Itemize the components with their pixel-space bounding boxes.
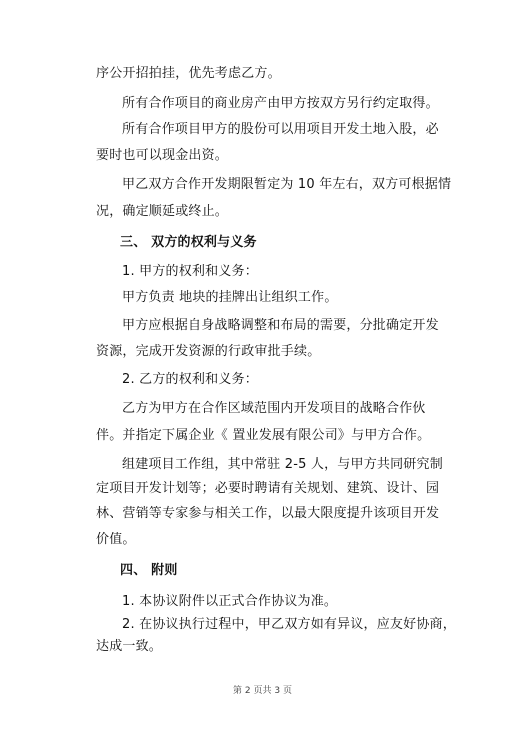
text-line: 所有合作项目的商业房产由甲方按双方另行约定取得。 xyxy=(122,96,439,111)
text-line: 甲乙双方合作开发期限暂定为 10 年左右，双方可根据情 xyxy=(122,177,452,192)
text-line: 序公开招拍挂，优先考虑乙方。 xyxy=(96,66,281,81)
text-line: 资源，完成开发资源的行政审批手续。 xyxy=(96,344,321,359)
text-line: 林、营销等专家参与相关工作，以最大限度提升该项目开发 xyxy=(96,506,440,521)
section-heading: 三、 双方的权利与义务 xyxy=(120,235,257,250)
text-line: 2. 在协议执行过程中，甲乙双方如有异议，应友好协商， xyxy=(122,617,456,632)
section-heading: 四、 附则 xyxy=(120,563,178,578)
text-line: 甲方负责 地块的挂牌出让组织工作。 xyxy=(122,290,338,305)
text-line: 甲方应根据自身战略调整和布局的需要，分批确定开发 xyxy=(122,318,439,333)
text-line: 价值。 xyxy=(96,532,136,547)
text-line: 所有合作项目甲方的股份可以用项目开发土地入股，必 xyxy=(122,122,439,137)
text-line: 定项目开发计划等；必要时聘请有关规划、建筑、设计、园 xyxy=(96,481,440,496)
text-line: 1. 甲方的权利和义务： xyxy=(122,264,258,279)
text-line: 要时也可以现金出资。 xyxy=(96,148,229,163)
text-line: 伴。并指定下属企业《 置业发展有限公司》与甲方合作。 xyxy=(96,428,431,443)
text-line: 组建项目工作组，其中常驻 2-5 人，与甲方共同研究制 xyxy=(122,457,443,472)
page-footer: 第 2 页共 3 页 xyxy=(233,686,292,696)
text-line: 乙方为甲方在合作区域范围内开发项目的战略合作伙 xyxy=(122,401,426,416)
text-line: 1. 本协议附件以正式合作协议为准。 xyxy=(122,594,338,609)
text-line: 2. 乙方的权利和义务： xyxy=(122,372,258,387)
text-line: 达成一致。 xyxy=(96,639,163,654)
text-line: 况，确定顺延或终止。 xyxy=(96,204,229,219)
